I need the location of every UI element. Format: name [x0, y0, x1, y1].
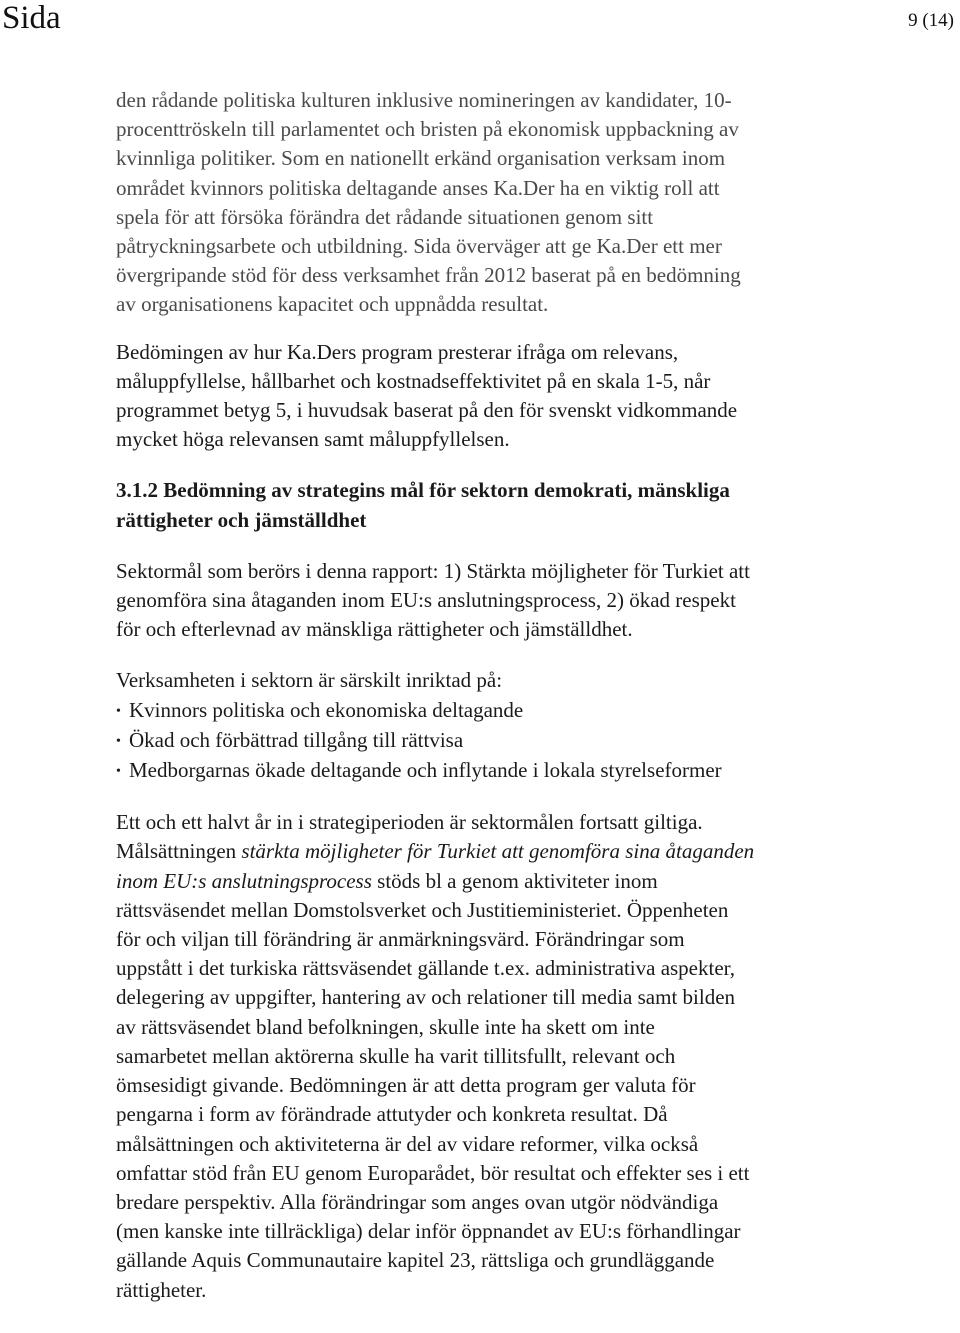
text-line: Målsättningen stärkta möjligheter för Turkiet att genomföra sina åtaganden — [116, 839, 755, 864]
text-line: måluppfyllelse, hållbarhet och kostnadseffektivitet på en skala 1-5, når — [116, 368, 711, 393]
text-line: Sektormål som berörs i denna rapport: 1) Stärkta möjligheter för Turkiet att — [116, 558, 750, 583]
text-line: gällande Aquis Communautaire kapitel 23, rättsliga och grundläggande — [116, 1248, 715, 1273]
text-line: bredare perspektiv. Alla förändringar som anges ovan utgör nödvändiga — [116, 1189, 719, 1214]
text-line: kvinnliga politiker. Som en nationellt erkänd organisation verksam inom — [116, 146, 726, 171]
text-line: genomföra sina åtaganden inom EU:s anslutningsprocess, 2) ökad respekt — [116, 588, 736, 613]
list-item: • Medborgarnas ökade deltagande och inflytande i lokala styrelseformer — [116, 756, 916, 786]
text-line: samarbetet mellan aktörerna skulle ha varit tillitsfullt, relevant och — [116, 1043, 676, 1068]
text-line: Bedömingen av hur Ka.Ders program presterar ifråga om relevans, — [116, 339, 679, 364]
bullet-icon: • — [116, 764, 121, 780]
text-line: omfattar stöd från EU genom Europarådet, bör resultat och effekter ses i ett — [116, 1160, 750, 1185]
heading-line: rättigheter och jämställdhet — [116, 507, 367, 532]
focus-list — [116, 696, 916, 787]
section-heading — [116, 476, 916, 534]
bullet-icon: • — [116, 733, 121, 749]
bullet-icon: • — [116, 703, 121, 719]
text-line: målsättningen och aktiviteterna är del av vidare reformer, vilka också — [116, 1131, 699, 1156]
text-line: (men kanske inte tillräckliga) delar inför öppnandet av EU:s förhandlingar — [116, 1219, 741, 1244]
text-line: området kvinnors politiska deltagande anses Ka.Der ha en viktig roll att — [116, 175, 720, 200]
text-line: programmet betyg 5, i huvudsak baserat på den för svenskt vidkommande — [116, 398, 738, 423]
italic-goal-text: stärkta möjligheter för Turkiet att genomföra sina åtaganden — [241, 839, 755, 864]
text-line: delegering av uppgifter, hantering av och relationer till media samt bilden — [116, 985, 736, 1010]
text-line: av rättsväsendet bland befolkningen, skulle inte ha skett om inte — [116, 1014, 655, 1039]
document-body — [116, 86, 916, 1305]
text-line: rättigheter. — [116, 1277, 207, 1302]
text-line: påtryckningsarbete och utbildning. Sida överväger att ge Ka.Der ett mer — [116, 234, 722, 259]
text-line: pengarna i form av förändrade attutyder och konkreta resultat. Då — [116, 1102, 668, 1127]
text-line: procenttröskeln till parlamentet och bristen på ekonomisk uppbackning av — [116, 117, 739, 142]
page-number: 9 (14) — [908, 10, 954, 31]
page-header — [0, 0, 960, 40]
text-line: spela för att försöka förändra det rådande situationen genom sitt — [116, 204, 654, 229]
list-intro: Verksamheten i sektorn är särskilt inriktad på: — [116, 668, 503, 693]
text-line: övergripande stöd för dess verksamhet från 2012 baserat på en bedömning — [116, 263, 741, 288]
text-line: Ett och ett halvt år in i strategiperioden är sektormålen fortsatt giltiga. — [116, 810, 703, 835]
italic-goal-text: inom EU:s anslutningsprocess — [116, 868, 372, 893]
paragraph-strategy-period — [116, 808, 916, 1304]
paragraph-assessment — [116, 338, 916, 455]
heading-line: 3.1.2 Bedömning av strategins mål för sektorn demokrati, mänskliga — [116, 478, 730, 503]
text-line: den rådande politiska kulturen inklusive nomineringen av kandidater, 10- — [116, 88, 732, 112]
text-line: rättsväsendet mellan Domstolsverket och Justitieministeriet. Öppenheten — [116, 897, 729, 922]
list-item: • Kvinnors politiska och ekonomiska deltagande — [116, 696, 916, 726]
list-item: • Ökad och förbättrad tillgång till rättvisa — [116, 726, 916, 756]
text-line: mycket höga relevansen samt måluppfyllelsen. — [116, 427, 510, 452]
text-line: inom EU:s anslutningsprocess stöds bl a genom aktiviteter inom — [116, 868, 658, 893]
text-line: uppstått i det turkiska rättsväsendet gällande t.ex. administrativa aspekter, — [116, 956, 736, 981]
text-line: ömsesidigt givande. Bedömningen är att detta program ger valuta för — [116, 1073, 696, 1098]
paragraph-sector-goals — [116, 557, 916, 645]
paragraph-kader-intro — [116, 86, 916, 320]
text-line: av organisationens kapacitet och uppnådda resultat. — [116, 292, 549, 317]
text-line: för och efterlevnad av mänskliga rättigheter och jämställdhet. — [116, 617, 633, 642]
document-title: Sida — [2, 0, 61, 36]
text-line: för och viljan till förändring är anmärkningsvärd. Förändringar som — [116, 927, 685, 952]
paragraph-focus-areas — [116, 666, 916, 786]
